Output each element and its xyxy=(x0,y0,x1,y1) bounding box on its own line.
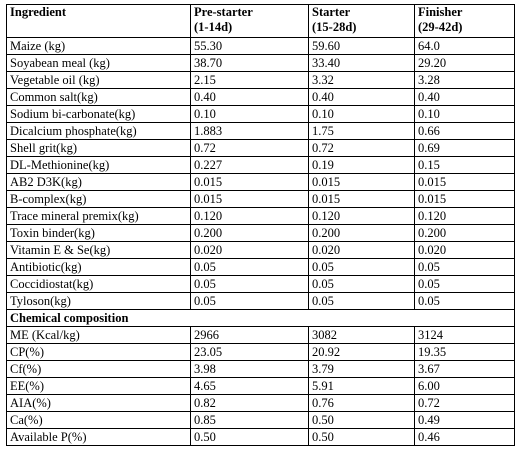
header-ingredient: Ingredient xyxy=(7,5,191,38)
ingredient-row xyxy=(7,208,515,225)
row-label-cell: Available P(%) xyxy=(7,429,191,446)
value-cell: 20.92 xyxy=(309,344,415,361)
value-cell: 0.19 xyxy=(309,157,415,174)
value-cell: 0.10 xyxy=(309,106,415,123)
value-cell: 0.72 xyxy=(309,140,415,157)
value-cell: 0.46 xyxy=(415,429,515,446)
chemical-composition-rows xyxy=(7,327,515,446)
row-label-cell: DL-Methionine(kg) xyxy=(7,157,191,174)
value-cell: 0.10 xyxy=(191,106,309,123)
ingredient-row xyxy=(7,191,515,208)
row-label-cell: Tyloson(kg) xyxy=(7,293,191,310)
value-cell: 0.40 xyxy=(309,89,415,106)
ingredient-row xyxy=(7,225,515,242)
row-label-cell: AB2 D3K(kg) xyxy=(7,174,191,191)
section-title: Chemical composition xyxy=(7,310,515,327)
value-cell: 0.50 xyxy=(191,429,309,446)
ingredient-row xyxy=(7,89,515,106)
value-cell: 59.60 xyxy=(309,38,415,55)
value-cell: 3.98 xyxy=(191,361,309,378)
row-label-cell: Coccidiostat(kg) xyxy=(7,276,191,293)
header-finisher: Finisher (29-42d) xyxy=(415,5,515,38)
value-cell: 5.91 xyxy=(309,378,415,395)
ingredient-row xyxy=(7,55,515,72)
ingredient-row xyxy=(7,140,515,157)
value-cell: 0.015 xyxy=(415,191,515,208)
chemical-row xyxy=(7,429,515,446)
row-label-cell: Sodium bi-carbonate(kg) xyxy=(7,106,191,123)
row-label-cell: Soyabean meal (kg) xyxy=(7,55,191,72)
value-cell: 0.015 xyxy=(191,191,309,208)
value-cell: 64.0 xyxy=(415,38,515,55)
row-label-cell: Vegetable oil (kg) xyxy=(7,72,191,89)
ingredient-row xyxy=(7,259,515,276)
row-label-cell: ME (Kcal/kg) xyxy=(7,327,191,344)
row-label-cell: Toxin binder(kg) xyxy=(7,225,191,242)
value-cell: 19.35 xyxy=(415,344,515,361)
value-cell: 0.015 xyxy=(191,174,309,191)
value-cell: 33.40 xyxy=(309,55,415,72)
row-label-cell: B-complex(kg) xyxy=(7,191,191,208)
value-cell: 0.227 xyxy=(191,157,309,174)
row-label-cell: Vitamin E & Se(kg) xyxy=(7,242,191,259)
value-cell: 4.65 xyxy=(191,378,309,395)
value-cell: 0.020 xyxy=(309,242,415,259)
value-cell: 0.49 xyxy=(415,412,515,429)
ingredient-row xyxy=(7,106,515,123)
value-cell: 2.15 xyxy=(191,72,309,89)
ingredient-row xyxy=(7,174,515,191)
value-cell: 0.10 xyxy=(415,106,515,123)
row-label-cell: Antibiotic(kg) xyxy=(7,259,191,276)
row-label-cell: Cf(%) xyxy=(7,361,191,378)
row-label-cell: Trace mineral premix(kg) xyxy=(7,208,191,225)
value-cell: 0.015 xyxy=(309,191,415,208)
row-label-cell: Ca(%) xyxy=(7,412,191,429)
ration-composition-table xyxy=(6,4,515,446)
value-cell: 0.15 xyxy=(415,157,515,174)
value-cell: 0.05 xyxy=(309,276,415,293)
chemical-row xyxy=(7,378,515,395)
value-cell: 0.120 xyxy=(309,208,415,225)
row-label-cell: CP(%) xyxy=(7,344,191,361)
ingredient-row xyxy=(7,38,515,55)
chemical-row xyxy=(7,412,515,429)
value-cell: 0.020 xyxy=(191,242,309,259)
value-cell: 0.40 xyxy=(415,89,515,106)
value-cell: 0.76 xyxy=(309,395,415,412)
value-cell: 0.05 xyxy=(309,259,415,276)
value-cell: 0.85 xyxy=(191,412,309,429)
value-cell: 0.05 xyxy=(191,259,309,276)
value-cell: 3.28 xyxy=(415,72,515,89)
value-cell: 0.120 xyxy=(191,208,309,225)
value-cell: 0.05 xyxy=(191,276,309,293)
section-row-chemical-composition xyxy=(7,310,515,327)
ingredient-row xyxy=(7,293,515,310)
value-cell: 0.50 xyxy=(309,412,415,429)
value-cell: 0.120 xyxy=(415,208,515,225)
row-label-cell: Maize (kg) xyxy=(7,38,191,55)
value-cell: 0.015 xyxy=(415,174,515,191)
value-cell: 0.200 xyxy=(415,225,515,242)
header-pre-starter: Pre-starter (1-14d) xyxy=(191,5,309,38)
header-starter: Starter (15-28d) xyxy=(309,5,415,38)
ingredient-row xyxy=(7,242,515,259)
value-cell: 0.200 xyxy=(309,225,415,242)
value-cell: 0.40 xyxy=(191,89,309,106)
value-cell: 0.015 xyxy=(309,174,415,191)
ingredient-row xyxy=(7,157,515,174)
value-cell: 1.883 xyxy=(191,123,309,140)
row-label-cell: Common salt(kg) xyxy=(7,89,191,106)
row-label-cell: Dicalcium phosphate(kg) xyxy=(7,123,191,140)
value-cell: 0.66 xyxy=(415,123,515,140)
ingredient-row xyxy=(7,276,515,293)
value-cell: 38.70 xyxy=(191,55,309,72)
value-cell: 0.020 xyxy=(415,242,515,259)
ingredient-row xyxy=(7,72,515,89)
value-cell: 1.75 xyxy=(309,123,415,140)
value-cell: 3.32 xyxy=(309,72,415,89)
ingredient-rows xyxy=(7,38,515,310)
value-cell: 3.79 xyxy=(309,361,415,378)
value-cell: 3.67 xyxy=(415,361,515,378)
value-cell: 0.69 xyxy=(415,140,515,157)
value-cell: 0.05 xyxy=(415,259,515,276)
value-cell: 0.50 xyxy=(309,429,415,446)
ration-composition-table-container xyxy=(6,4,515,446)
value-cell: 3124 xyxy=(415,327,515,344)
value-cell: 2966 xyxy=(191,327,309,344)
chemical-row xyxy=(7,395,515,412)
value-cell: 23.05 xyxy=(191,344,309,361)
value-cell: 0.05 xyxy=(415,293,515,310)
row-label-cell: AIA(%) xyxy=(7,395,191,412)
chemical-row xyxy=(7,344,515,361)
chemical-row xyxy=(7,327,515,344)
value-cell: 3082 xyxy=(309,327,415,344)
value-cell: 55.30 xyxy=(191,38,309,55)
row-label-cell: EE(%) xyxy=(7,378,191,395)
value-cell: 29.20 xyxy=(415,55,515,72)
value-cell: 0.82 xyxy=(191,395,309,412)
value-cell: 0.05 xyxy=(309,293,415,310)
value-cell: 0.05 xyxy=(191,293,309,310)
chemical-row xyxy=(7,361,515,378)
value-cell: 0.72 xyxy=(415,395,515,412)
value-cell: 0.05 xyxy=(415,276,515,293)
header-row xyxy=(7,5,515,38)
ingredient-row xyxy=(7,123,515,140)
value-cell: 0.72 xyxy=(191,140,309,157)
row-label-cell: Shell grit(kg) xyxy=(7,140,191,157)
value-cell: 0.200 xyxy=(191,225,309,242)
value-cell: 6.00 xyxy=(415,378,515,395)
